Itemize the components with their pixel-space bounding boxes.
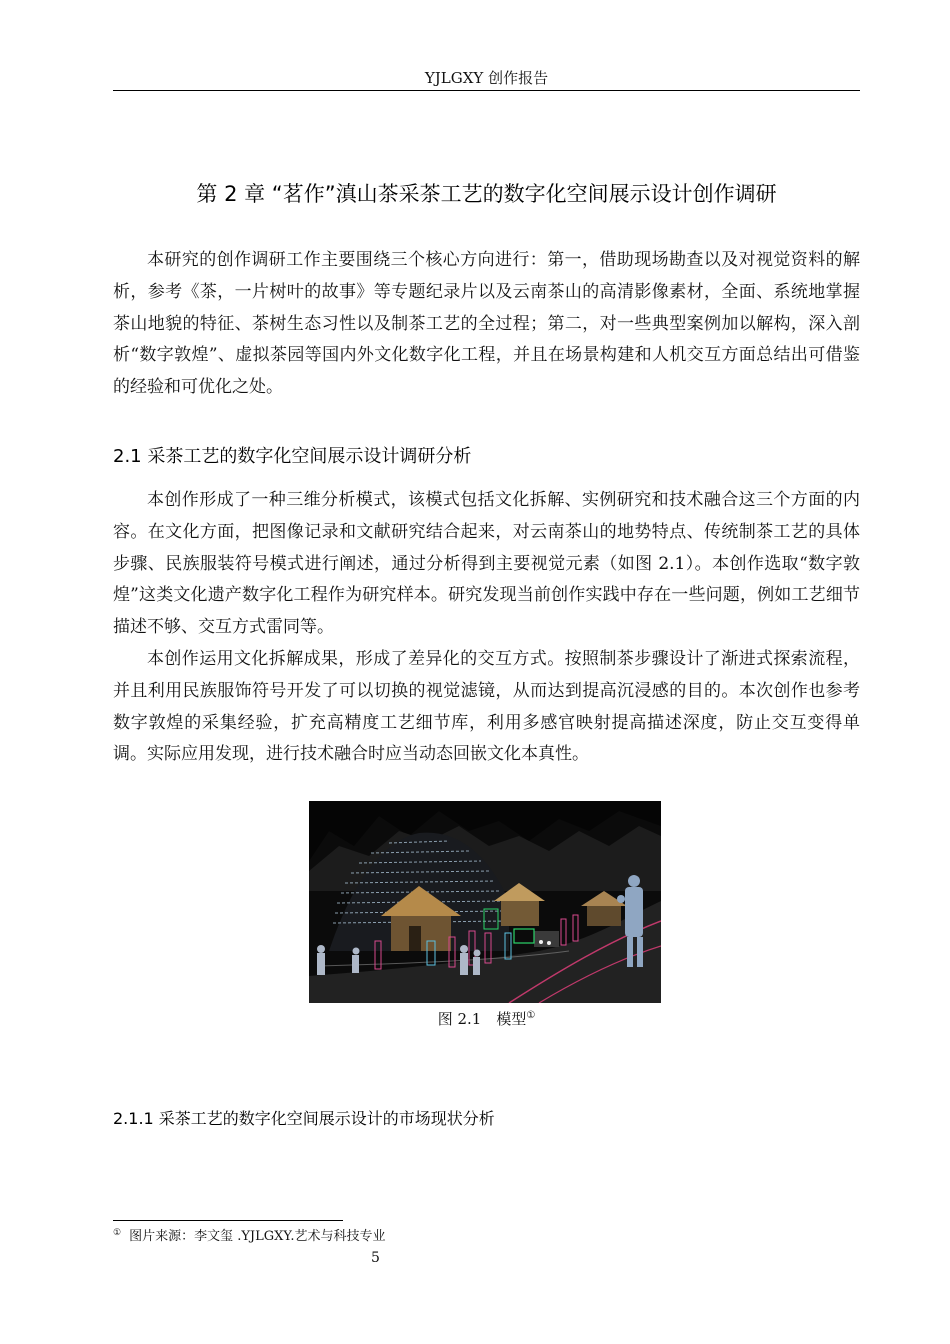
body-paragraph-1: 本创作形成了一种三维分析模式，该模式包括文化拆解、实例研究和技术融合这三个方面的内容。在文化方面，把图像记录和文献研究结合起来，对云南茶山的地势特点、传统制茶工艺的具体步骤、民族服装符号模式进行阐述，通过分析得到主要视觉元素（如图 2.1）。本创作选取“数字敦煌”这类文化遗产数字化工程作为研究样本。研究发现当前创作实践中存在一些问题，例如工艺细节描述不够、交互方式雷同等。	[113, 490, 860, 638]
footnote	[113, 1228, 713, 1246]
footnote-rule	[113, 1220, 343, 1221]
intro-paragraph: 本研究的创作调研工作主要围绕三个核心方向进行：第一，借助现场勘查以及对视觉资料的解析，参考《茶，一片树叶的故事》等专题纪录片以及云南茶山的高清影像素材，全面、系统地掌握茶山地貌的特征、茶树生态习性以及制茶工艺的全过程；第二，对一些典型案例加以解构，深入剖析“数字敦煌”、虚拟茶园等国内外文化数字化工程，并且在场景构建和人机交互方面总结出可借鉴的经验和可优化之处。	[113, 250, 860, 398]
page-number: 5	[371, 1250, 380, 1266]
figure-caption	[113, 1008, 860, 1030]
model-render-image	[309, 801, 661, 1003]
footnote-mark: ①	[113, 1227, 122, 1238]
subsection-heading-2-1-1: 2.1.1 采茶工艺的数字化空间展示设计的市场现状分析	[113, 1109, 495, 1128]
section-heading-2-1: 2.1 采茶工艺的数字化空间展示设计调研分析	[113, 446, 472, 467]
chapter-title: 第 2 章 “茗作”滇山茶采茶工艺的数字化空间展示设计创作调研	[196, 182, 777, 206]
figure-model-render	[309, 801, 661, 1003]
footnote-text: 图片来源：李文玺 .YJLGXY.艺术与科技专业	[129, 1229, 386, 1244]
figure-footnote-mark: ①	[526, 1010, 536, 1021]
header-rule	[113, 90, 860, 91]
body-paragraph-2: 本创作运用文化拆解成果，形成了差异化的交互方式。按照制茶步骤设计了渐进式探索流程，并且利用民族服饰符号开发了可以切换的视觉滤镜，从而达到提高沉浸感的目的。本次创作也参考数字敦煌的采集经验，扩充高精度工艺细节库，利用多感官映射提高描述深度，防止交互变得单调。实际应用发现，进行技术融合时应当动态回嵌文化本真性。	[113, 649, 860, 765]
running-header: YJLGXY 创作报告	[424, 69, 549, 87]
figure-caption-text: 图 2.1 模型	[437, 1010, 527, 1028]
